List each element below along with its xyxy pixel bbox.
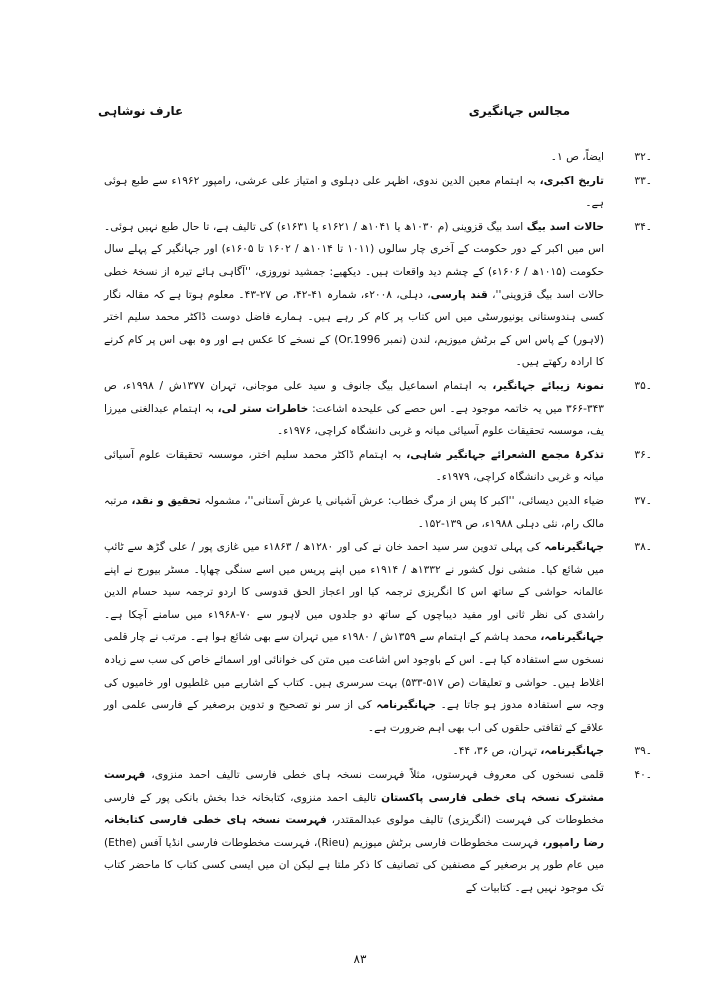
author-name: عارف نوشاہی [98, 104, 184, 118]
note-text: بہ اہتمام عبدالغنی میرزا یف، موسسہ تحقیقات علوم آسیائی میانہ و غربی دانشگاہ کراچی، ۱۹۷۶ء۔ [104, 402, 604, 438]
endnote-text [104, 764, 604, 900]
note-text: ضیاء الدین دیسائی، ''اکبر کا پس از مرگ خطاب: عرش آشیانی یا عرش آستانی''، مشمولہ [200, 494, 604, 507]
running-head [98, 104, 570, 118]
note-text: بہ اہتمام معین الدین ندوی، اظہر علی دہلوی و امتیاز علی عرشی، رامپور ۱۹۶۲ء سے طبع ہوئی ہے۔ [104, 174, 604, 210]
endnote-text [104, 740, 604, 763]
bold-title-text: حالات اسد بیگ [526, 220, 605, 233]
note-text: ، دہلی، ۲۰۰۸ء، شمارہ ۴۱-۴۲، ص ۲۷-۴۳۔ معلوم ہوتا ہے کہ مقالہ نگار کسی ہندوستانی یونیورسٹی میں اس کتاب پر کام کر رہے ہیں۔ ہمارے فاضل دوست ڈاکٹر محمد سلیم اختر (لاہور) کے پاس اس کے برٹش میوزیم، لندن (نمبر Or.1996) کے نسخے کا عکس ہے اور وہ بھی اس پر کام کرنے کا ارادہ رکھتے ہیں۔ [104, 288, 604, 369]
endnote [104, 216, 652, 374]
bold-title-text: جہانگیرنامہ [544, 541, 604, 554]
note-text: فہرست مخطوطات فارسی برٹش میوزیم (Rieu)، فہرست مخطوطات فارسی انڈیا آفس (Ethe) میں عام طور پر برصغیر کے مصنفین کی تصانیف کا ذکر ملتا ہے لیکن ان میں ایسی کسی کتاب کا ماحضر کتاب تک موجود نہیں ہے۔ کتابیات کے [104, 836, 604, 894]
bold-title-text: فہرست نسخہ ہای خطی فارسی کتابخانہ رضا رامپور، [104, 814, 604, 849]
note-text: کی از سر نو تصحیح و تدوین برصغیر کے فارسی علمی اور علاقے کے ثقافتی حلقوں کی اب بھی اہم ضرورت ہے۔ [104, 699, 604, 734]
endnote-number: ۳۳۔ [634, 174, 652, 187]
bold-title-text: جہانگیرنامہ، [540, 745, 604, 758]
page-number: ۸۳ [353, 952, 367, 966]
bold-title-text: قند پارسی [430, 288, 488, 301]
endnote [104, 764, 652, 900]
endnote [104, 146, 652, 169]
endnote-number: ۳۹۔ [634, 745, 652, 758]
bold-title-text: نمونۂ زیبائے جہانگیر، [492, 379, 604, 392]
note-text: محمد ہاشم کے اہتمام سے ۱۳۵۹ش / ۱۹۸۰ء میں تہران سے بھی شائع ہوا ہے۔ مرتب نے چار قلمی نسخوں سے استفادہ کیا ہے۔ اس کے باوجود اس اشاعت میں متن کی خوانائی اور اسمائے خاص کی سب سے زیادہ اغلاط ہیں۔ حواشی و تعلیقات (ص ۵۱۷-۵۳۳) بہت سرسری ہیں۔ کتاب کے اشاریے میں غلطیوں اور خامیوں کی وجہ سے استفادہ مدوز ہو جاتا ہے۔ [104, 631, 604, 712]
endnote-number: ۴۰۔ [634, 769, 652, 782]
bold-title-text: جہانگیرنامہ، [540, 631, 604, 644]
bold-title-text: تاریخ اکبری، [539, 174, 604, 187]
bold-title-text: تحقیق و نقد، [131, 494, 201, 507]
endnote-number: ۳۶۔ [634, 448, 652, 461]
note-text: بہ اہتمام اسماعیل بیگ جانوف و سید علی موجانی، تہران ۱۳۷۷ش / ۱۹۹۸ء، ص ۳۴۳-۳۶۶ میں یہ خاتمہ موجود ہے۔ اس حصے کی علیحدہ اشاعت: [104, 379, 604, 415]
endnote [104, 375, 652, 443]
note-text: قلمی نسخوں کی معروف فہرستوں، مثلاً فہرست نسخہ ہای خطی فارسی تالیف احمد منزوی، [145, 769, 604, 782]
endnote-number: ۳۲۔ [634, 151, 652, 163]
note-text: بہ اہتمام ڈاکٹر محمد سلیم اختر، موسسہ تحقیقات علوم آسیائی میانہ و غربی دانشگاہ کراچی، ۱۹۷۹ء۔ [104, 448, 604, 484]
bold-title-text: جہانگیرنامہ [376, 699, 436, 712]
endnotes-list [104, 146, 652, 900]
endnote-text [104, 170, 604, 215]
journal-title: مجالس جہانگیری [468, 104, 570, 118]
endnote-text [104, 536, 604, 739]
endnote-text [104, 375, 604, 443]
bold-title-text: فہرست مشترک نسخہ ہای خطی فارسی پاکستان [104, 769, 604, 804]
endnote [104, 444, 652, 489]
endnote [104, 536, 652, 739]
note-text: تہران، ص ۳۶، ۴۴۔ [452, 745, 541, 758]
note-text: کی پہلی تدوین سر سید احمد خان نے کی اور ۱۲۸۰ھ / ۱۸۶۳ء میں غازی پور / علی گڑھ سے ٹائپ میں شائع کیا۔ منشی نول کشور نے ۱۳۳۲ھ / ۱۹۱۴ء میں اپنے پریس میں اسے سنگی چھاپا۔ مسٹر بیورج نے اپنے عالمانہ حواشی کے ساتھ اس کا انگریزی ترجمہ کیا اور اعجاز الحق قدوسی کا اردو ترجمہ سید حسام الدین راشدی کی نظر ثانی اور مفید دیباچوں کے ساتھ دو جلدوں میں لاہور سے ۷۰-۱۹۶۸ء میں سامنے آچکا ہے۔ [104, 541, 605, 621]
endnote-number: ۳۸۔ [634, 541, 652, 554]
bold-title-text: خاطرات ستر لی، [217, 402, 309, 415]
endnote-text [104, 216, 604, 374]
endnote-number: ۳۵۔ [634, 379, 652, 392]
note-text: اسد بیگ قزوینی (م ۱۰۳۰ھ یا ۱۰۴۱ھ / ۱۶۲۱ء یا ۱۶۳۱ء) کی تالیف ہے، تا حال طبع نہیں ہوئی۔ اس میں اکبر کے دور حکومت کے آخری چار سالوں (۱۰۱۱ تا ۱۰۱۴ھ / ۱۶۰۲ تا ۱۶۰۵ء) اور جہانگیر کے پہلے سال حکومت (۱۰۱۵ھ / ۱۶۰۶ء) کے چشم دید واقعات ہیں۔ دیکھیے: جمشید نوروزی، ''آگاہی ہائے تیرہ از نسخۂ خطی حالات اسد بیگ قزوینی''، [104, 220, 605, 301]
endnote [104, 170, 652, 215]
endnote-number: ۳۷۔ [634, 494, 652, 507]
note-text: ایضاً، ص ۱۔ [550, 151, 604, 163]
endnote [104, 490, 652, 535]
endnote-number: ۳۴۔ [634, 220, 652, 233]
bold-title-text: تذکرۂ مجمع الشعرائے جہانگیر شاہی، [406, 448, 604, 461]
endnote-text [104, 146, 604, 169]
note-text: مرتبہ مالک رام، نئی دہلی ۱۹۸۸ء، ص ۱۳۹-۱۵۲۔ [104, 494, 604, 530]
note-text: تالیف احمد منزوی، کتابخانہ خدا بخش بانکی پور کے فارسی مخطوطات کی فہرست (انگریزی) تالیف مولوی عبدالمقتدر، [104, 791, 604, 827]
endnote-text [104, 444, 604, 489]
endnote [104, 740, 652, 763]
endnote-text [104, 490, 604, 535]
